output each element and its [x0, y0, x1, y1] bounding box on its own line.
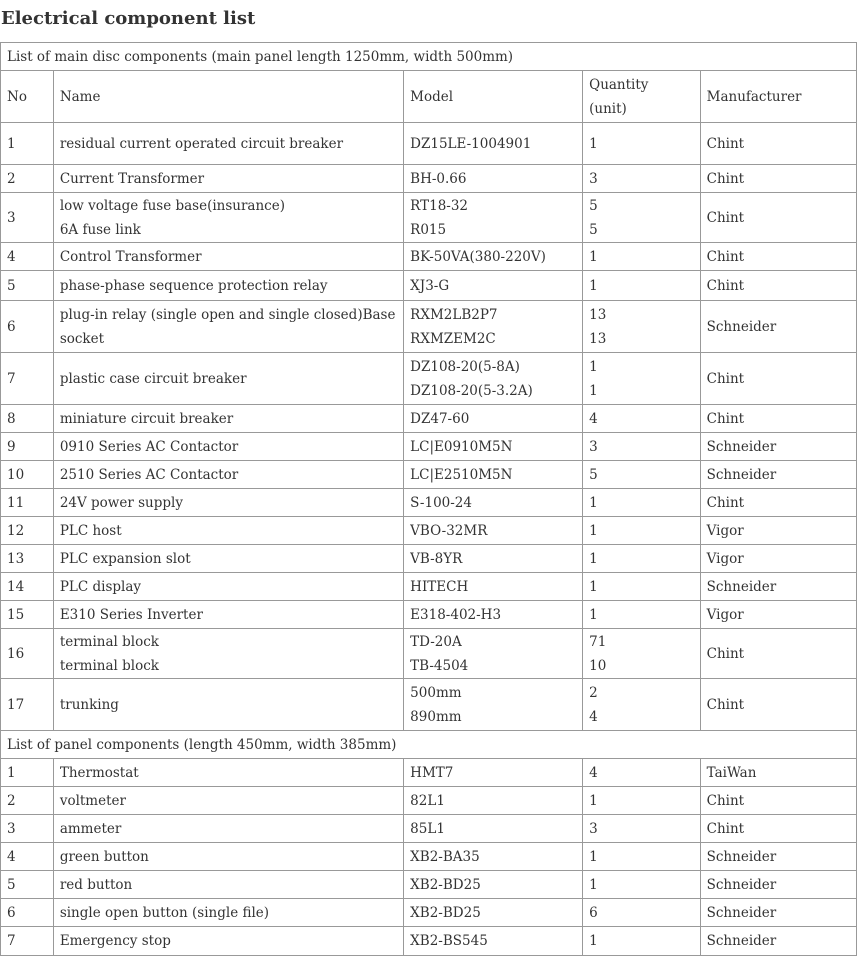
cell-name [53, 353, 403, 405]
cell-model [404, 815, 583, 843]
cell-quantity-line: 3 [589, 438, 598, 455]
cell-model-line: XB2-BA35 [410, 848, 480, 865]
cell-model [404, 517, 583, 545]
table-row [1, 843, 857, 871]
table-row [1, 433, 857, 461]
cell-quantity [583, 787, 701, 815]
cell-manufacturer: Vigor [700, 517, 856, 545]
table-row [1, 301, 857, 353]
cell-quantity-line: 1 [589, 358, 598, 375]
cell-quantity-line: 1 [589, 248, 598, 265]
table-row [1, 679, 857, 731]
cell-manufacturer: Chint [700, 629, 856, 679]
cell-no: 7 [1, 353, 54, 405]
cell-quantity [583, 517, 701, 545]
cell-no: 5 [1, 271, 54, 301]
cell-model-line: DZ15LE-1004901 [410, 135, 532, 152]
cell-model-line: RXMZEM2C [410, 330, 496, 347]
cell-model-line: DZ47-60 [410, 410, 470, 427]
cell-quantity-line: 1 [589, 522, 598, 539]
cell-model-line: LC|E0910M5N [410, 438, 513, 455]
cell-no: 4 [1, 243, 54, 271]
cell-manufacturer: Chint [700, 243, 856, 271]
cell-manufacturer: Vigor [700, 545, 856, 573]
cell-quantity [583, 601, 701, 629]
cell-model-line: VB-8YR [410, 550, 463, 567]
table-row [1, 353, 857, 405]
cell-manufacturer: Schneider [700, 301, 856, 353]
cell-model-line: XB2-BS545 [410, 933, 488, 949]
cell-quantity-line: 1 [589, 792, 598, 809]
cell-manufacturer: TaiWan [700, 759, 856, 787]
cell-model-line: 500mm [410, 684, 462, 701]
cell-model-line: TB-4504 [410, 657, 469, 674]
cell-name [53, 601, 403, 629]
cell-quantity-line: 71 [589, 633, 607, 650]
cell-quantity-line: 1 [589, 550, 598, 567]
cell-quantity [583, 193, 701, 243]
cell-quantity-line: 4 [589, 410, 598, 427]
cell-no: 2 [1, 787, 54, 815]
cell-model-line: RT18-32 [410, 197, 469, 214]
cell-model-line: BK-50VA(380-220V) [410, 248, 546, 265]
page-title: Electrical component list [1, 8, 256, 29]
cell-name-line: residual current operated circuit breaker [59, 135, 344, 152]
cell-no: 7 [1, 927, 54, 956]
cell-model [404, 461, 583, 489]
cell-model-line: HMT7 [410, 764, 454, 781]
section-caption-row [1, 731, 857, 759]
cell-quantity-line: 13 [589, 306, 607, 323]
cell-no: 5 [1, 871, 54, 899]
cell-quantity-line: 10 [589, 657, 607, 674]
cell-quantity [583, 433, 701, 461]
cell-quantity-line: 3 [589, 820, 598, 837]
cell-name-line: PLC expansion slot [59, 550, 191, 567]
cell-name [53, 759, 403, 787]
cell-name [53, 899, 403, 927]
cell-manufacturer: Schneider [700, 433, 856, 461]
cell-model [404, 871, 583, 899]
cell-quantity [583, 271, 701, 301]
cell-name [53, 871, 403, 899]
cell-name-line: trunking [59, 696, 119, 713]
cell-quantity-line: 5 [589, 221, 598, 238]
cell-model [404, 165, 583, 193]
cell-name-line: voltmeter [59, 792, 126, 809]
component-table [0, 42, 857, 956]
cell-no: 2 [1, 165, 54, 193]
cell-model-line: XB2-BD25 [410, 904, 481, 921]
column-header-quantity-line: Quantity [589, 76, 649, 93]
cell-quantity-line: 1 [589, 135, 598, 152]
cell-manufacturer: Chint [700, 193, 856, 243]
cell-quantity-line: 1 [589, 606, 598, 623]
section-caption: List of panel components (length 450mm, width 385mm) [1, 731, 857, 759]
table-row [1, 193, 857, 243]
cell-no: 3 [1, 193, 54, 243]
cell-manufacturer: Chint [700, 815, 856, 843]
cell-quantity [583, 545, 701, 573]
table-row [1, 243, 857, 271]
table-row [1, 123, 857, 165]
cell-quantity [583, 353, 701, 405]
cell-model-line: VBO-32MR [410, 522, 488, 539]
cell-model-line: S-100-24 [410, 494, 472, 511]
cell-name-line: green button [59, 848, 149, 865]
cell-manufacturer: Chint [700, 353, 856, 405]
cell-name-line: Thermostat [59, 764, 139, 781]
cell-manufacturer: Schneider [700, 927, 856, 956]
table-row [1, 573, 857, 601]
cell-name [53, 461, 403, 489]
cell-quantity [583, 871, 701, 899]
cell-no: 14 [1, 573, 54, 601]
cell-no: 1 [1, 123, 54, 165]
cell-quantity [583, 679, 701, 731]
cell-name [53, 787, 403, 815]
cell-manufacturer: Chint [700, 679, 856, 731]
column-header-no: No [1, 71, 54, 123]
cell-name [53, 193, 403, 243]
cell-no: 6 [1, 899, 54, 927]
cell-name-line: 6A fuse link [59, 221, 141, 238]
cell-model [404, 787, 583, 815]
cell-name-line: PLC display [59, 578, 142, 595]
cell-quantity-line: 1 [589, 277, 598, 294]
cell-name-line: Emergency stop [59, 933, 171, 949]
cell-model [404, 243, 583, 271]
cell-no: 10 [1, 461, 54, 489]
cell-name [53, 123, 403, 165]
table-row [1, 759, 857, 787]
cell-name [53, 301, 403, 353]
cell-name-line: miniature circuit breaker [59, 410, 234, 427]
cell-name-line: Current Transformer [59, 170, 205, 187]
cell-quantity [583, 461, 701, 489]
cell-model [404, 353, 583, 405]
cell-name-line: plug-in relay (single open and single closed)Base [59, 306, 396, 323]
cell-quantity [583, 573, 701, 601]
cell-quantity [583, 301, 701, 353]
cell-model-line: RXM2LB2P7 [410, 306, 498, 323]
cell-quantity [583, 899, 701, 927]
cell-model-line: 85L1 [410, 820, 445, 837]
cell-quantity-line: 1 [589, 933, 598, 949]
cell-quantity-line: 1 [589, 494, 598, 511]
cell-no: 4 [1, 843, 54, 871]
cell-quantity-line: 1 [589, 876, 598, 893]
cell-model [404, 679, 583, 731]
cell-no: 9 [1, 433, 54, 461]
cell-manufacturer: Chint [700, 271, 856, 301]
cell-quantity [583, 243, 701, 271]
cell-name-line: 0910 Series AC Contactor [59, 438, 239, 455]
cell-no: 12 [1, 517, 54, 545]
cell-model-line: LC|E2510M5N [410, 466, 513, 483]
table-row [1, 405, 857, 433]
cell-model-line: HITECH [410, 578, 469, 595]
cell-name-line: E310 Series Inverter [59, 606, 203, 623]
cell-manufacturer: Schneider [700, 843, 856, 871]
cell-model-line: R015 [410, 221, 447, 238]
column-header-quantity [583, 71, 701, 123]
cell-name [53, 243, 403, 271]
cell-quantity-line: 3 [589, 170, 598, 187]
cell-model-line: 82L1 [410, 792, 445, 809]
cell-quantity [583, 123, 701, 165]
table-row [1, 927, 857, 956]
cell-model [404, 489, 583, 517]
cell-name-line: terminal block [59, 657, 159, 674]
table-row [1, 871, 857, 899]
cell-quantity [583, 629, 701, 679]
cell-name [53, 629, 403, 679]
component-table-body [1, 43, 857, 956]
table-row [1, 517, 857, 545]
cell-name [53, 405, 403, 433]
cell-manufacturer: Vigor [700, 601, 856, 629]
cell-name-line: red button [59, 876, 133, 893]
cell-name [53, 679, 403, 731]
column-header-row [1, 71, 857, 123]
cell-model [404, 405, 583, 433]
column-header-manufacturer: Manufacturer [700, 71, 856, 123]
cell-model [404, 301, 583, 353]
cell-model-line: TD-20A [410, 633, 462, 650]
cell-quantity-line: 5 [589, 466, 598, 483]
table-row [1, 899, 857, 927]
cell-model-line: DZ108-20(5-8A) [410, 358, 520, 375]
cell-no: 3 [1, 815, 54, 843]
cell-model [404, 573, 583, 601]
table-row [1, 815, 857, 843]
cell-no: 16 [1, 629, 54, 679]
cell-name [53, 433, 403, 461]
cell-name [53, 815, 403, 843]
cell-no: 8 [1, 405, 54, 433]
column-header-model: Model [404, 71, 583, 123]
cell-model-line: E318-402-H3 [410, 606, 502, 623]
cell-name-line: socket [59, 330, 105, 347]
column-header-name: Name [53, 71, 403, 123]
cell-quantity-line: 5 [589, 197, 598, 214]
cell-model-line: BH-0.66 [410, 170, 467, 187]
cell-model [404, 545, 583, 573]
table-row [1, 629, 857, 679]
cell-quantity [583, 927, 701, 956]
cell-model [404, 927, 583, 956]
cell-quantity [583, 489, 701, 517]
cell-quantity [583, 165, 701, 193]
table-row [1, 545, 857, 573]
cell-model [404, 629, 583, 679]
cell-quantity-line: 1 [589, 382, 598, 399]
cell-manufacturer: Chint [700, 165, 856, 193]
cell-quantity-line: 2 [589, 684, 598, 701]
cell-name-line: phase-phase sequence protection relay [59, 277, 328, 294]
cell-quantity-line: 13 [589, 330, 607, 347]
cell-manufacturer: Schneider [700, 461, 856, 489]
cell-name-line: 2510 Series AC Contactor [59, 466, 239, 483]
cell-manufacturer: Chint [700, 787, 856, 815]
cell-model [404, 899, 583, 927]
cell-model [404, 271, 583, 301]
cell-model [404, 123, 583, 165]
cell-model-line: DZ108-20(5-3.2A) [410, 382, 533, 399]
section-caption: List of main disc components (main panel length 1250mm, width 500mm) [1, 43, 857, 71]
cell-model [404, 193, 583, 243]
cell-name-line: low voltage fuse base(insurance) [59, 197, 285, 214]
cell-no: 15 [1, 601, 54, 629]
cell-quantity-line: 4 [589, 764, 598, 781]
cell-quantity-line: 1 [589, 578, 598, 595]
cell-quantity-line: 4 [589, 708, 598, 725]
column-header-quantity-line: (unit) [589, 100, 627, 117]
cell-no: 17 [1, 679, 54, 731]
table-row [1, 271, 857, 301]
cell-model-line: XB2-BD25 [410, 876, 481, 893]
cell-quantity [583, 843, 701, 871]
cell-no: 11 [1, 489, 54, 517]
cell-name [53, 843, 403, 871]
cell-name-line: Control Transformer [59, 248, 202, 265]
cell-name-line: terminal block [59, 633, 159, 650]
cell-manufacturer: Chint [700, 123, 856, 165]
cell-no: 13 [1, 545, 54, 573]
cell-name-line: single open button (single file) [59, 904, 270, 921]
cell-name-line: PLC host [59, 522, 122, 539]
cell-name [53, 489, 403, 517]
cell-model [404, 759, 583, 787]
cell-quantity-line: 6 [589, 904, 598, 921]
cell-manufacturer: Chint [700, 489, 856, 517]
cell-name [53, 927, 403, 956]
cell-name [53, 271, 403, 301]
cell-no: 1 [1, 759, 54, 787]
cell-name-line: 24V power supply [59, 494, 183, 511]
table-row [1, 787, 857, 815]
cell-name [53, 545, 403, 573]
cell-no: 6 [1, 301, 54, 353]
cell-quantity [583, 759, 701, 787]
cell-model [404, 433, 583, 461]
cell-manufacturer: Schneider [700, 899, 856, 927]
cell-manufacturer: Schneider [700, 573, 856, 601]
cell-quantity [583, 405, 701, 433]
table-row [1, 461, 857, 489]
cell-quantity-line: 1 [589, 848, 598, 865]
cell-name-line: ammeter [59, 820, 122, 837]
cell-manufacturer: Chint [700, 405, 856, 433]
cell-name [53, 573, 403, 601]
cell-model-line: XJ3-G [410, 277, 450, 294]
table-row [1, 489, 857, 517]
cell-name [53, 517, 403, 545]
cell-model [404, 601, 583, 629]
cell-name [53, 165, 403, 193]
cell-quantity [583, 815, 701, 843]
cell-model-line: 890mm [410, 708, 462, 725]
table-row [1, 601, 857, 629]
table-row [1, 165, 857, 193]
cell-manufacturer: Schneider [700, 871, 856, 899]
cell-name-line: plastic case circuit breaker [59, 370, 247, 387]
cell-model [404, 843, 583, 871]
section-caption-row [1, 43, 857, 71]
